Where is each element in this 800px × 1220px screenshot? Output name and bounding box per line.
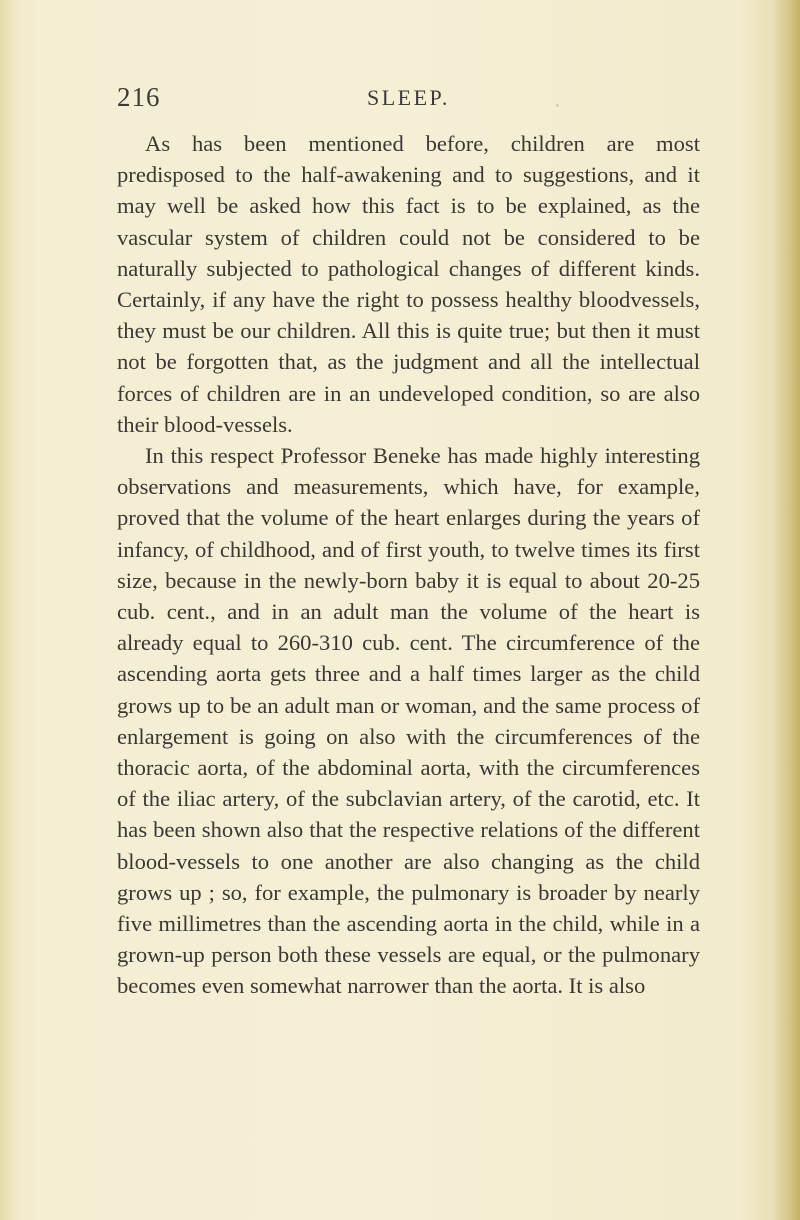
paragraph-1: As has been mentioned before, children are most predisposed to the half-awakening and to suggestions, and it may well be asked how this fact is to be explained, as the vascular system of children could not be considered to be naturally subjected to pathological changes of different kinds. Certainly, if any have the right to possess healthy bloodvessels, they must be our children. All this is quite true; but then it must not be forgotten that, as the judgment and all the intellectual forces of children are in an undeveloped condition, so are also their blood-vessels. (117, 131, 700, 437)
paragraph-2: In this respect Professor Beneke has made highly interesting observations and measurements, which have, for example, proved that the volume of the heart enlarges during the years of infancy, of childhood, and of first youth, to twelve times its first size, because in the newly-born baby it is equal to about 20-25 cub. cent., and in an adult man the volume of the heart is already equal to 260-310 cub. cent. The circumference of the ascending aorta gets three and a half times larger as the child grows up to be an adult man or woman, and the same process of enlargement is going on also with the circumferences of the thoracic aorta, of the abdominal aorta, with the circumferences of the iliac artery, of the subclavian artery, of the carotid, etc. It has been shown also that the respective relations of the different blood-vessels to one another are also changing as the child grows up ; so, for example, the pulmonary is broader by nearly five millimetres than the ascending aorta in the child, while in a grown-up person both these vessels are equal, or the pulmonary becomes even somewhat narrower than the aorta. It is also (117, 443, 700, 999)
body-text (117, 128, 700, 1002)
page-header (117, 82, 717, 118)
paper-speck (281, 462, 284, 465)
page-left-edge (0, 0, 14, 1220)
running-head: SLEEP. (367, 85, 450, 110)
paper-speck (556, 104, 559, 107)
page-number: 216 (117, 82, 161, 112)
page-right-edge-stain (772, 0, 800, 1220)
